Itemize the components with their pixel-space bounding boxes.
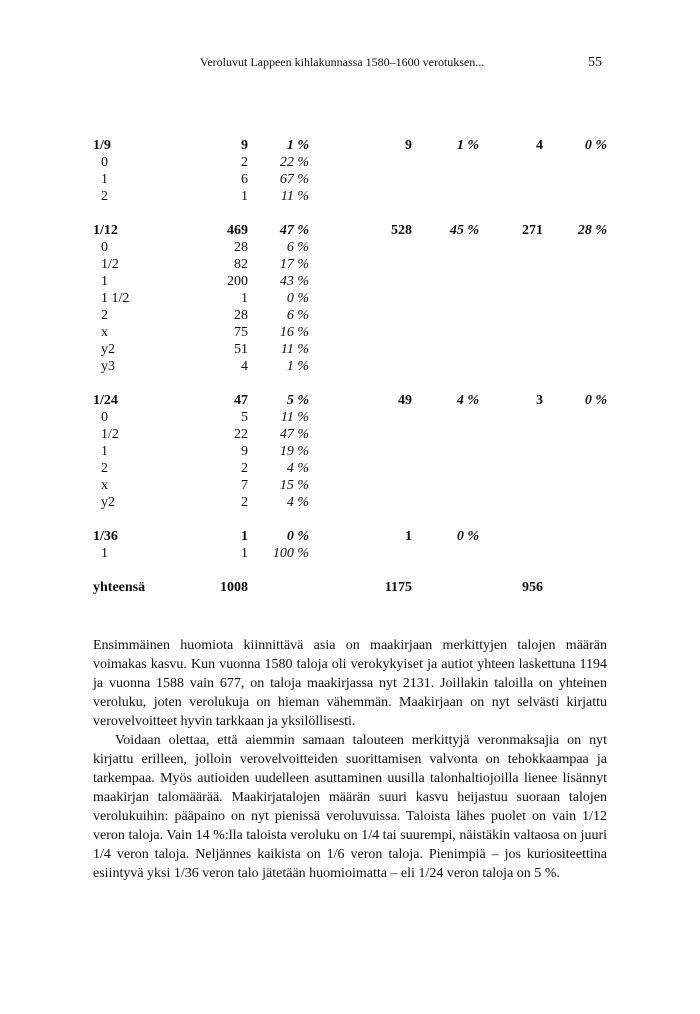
percent-cell: 1 % [456, 138, 479, 153]
row-label: 1 [101, 172, 108, 187]
row-label: 0 [101, 240, 108, 255]
percent-cell: 17 % [279, 257, 309, 272]
count-cell: 1175 [384, 580, 412, 595]
table-row [0, 460, 700, 477]
table-row [0, 307, 700, 324]
row-label: 1/24 [93, 393, 118, 408]
percent-cell: 47 % [279, 223, 309, 238]
percent-cell: 5 % [286, 393, 309, 408]
row-label: x [101, 478, 108, 493]
table-row [0, 426, 700, 443]
percent-cell: 45 % [449, 223, 479, 238]
count-cell: 1 [241, 529, 248, 544]
table-spacer [0, 375, 700, 392]
row-label: 1/2 [101, 427, 119, 442]
count-cell: 1 [241, 291, 248, 306]
row-label: yhteensä [93, 580, 146, 595]
count-cell: 9 [241, 444, 248, 459]
count-cell: 4 [241, 359, 248, 374]
table-row [0, 171, 700, 188]
percent-cell: 0 % [286, 291, 309, 306]
table-row [0, 392, 700, 409]
count-cell: 1 [405, 529, 412, 544]
count-cell: 3 [536, 393, 543, 408]
row-label: 1 1/2 [101, 291, 130, 306]
count-cell: 49 [398, 393, 412, 408]
row-label: x [101, 325, 108, 340]
table-row [0, 137, 700, 154]
count-cell: 4 [536, 138, 543, 153]
percent-cell: 28 % [577, 223, 607, 238]
count-cell: 528 [391, 223, 412, 238]
percent-cell: 15 % [279, 478, 309, 493]
table-row [0, 290, 700, 307]
count-cell: 82 [234, 257, 248, 272]
count-cell: 956 [522, 580, 543, 595]
running-head [0, 55, 700, 73]
body-text [93, 636, 607, 883]
count-cell: 7 [241, 478, 248, 493]
table-row [0, 528, 700, 545]
table-row [0, 324, 700, 341]
percent-cell: 47 % [279, 427, 309, 442]
percent-cell: 19 % [279, 444, 309, 459]
count-cell: 1008 [220, 580, 248, 595]
count-cell: 200 [227, 274, 248, 289]
table-spacer [0, 562, 700, 579]
row-label: 1/36 [93, 529, 118, 544]
row-label: 1/9 [93, 138, 111, 153]
percent-cell: 4 % [286, 495, 309, 510]
table-spacer [0, 511, 700, 528]
count-cell: 5 [241, 410, 248, 425]
percent-cell: 0 % [584, 393, 607, 408]
percent-cell: 6 % [286, 240, 309, 255]
table-row [0, 409, 700, 426]
paragraph: Ensimmäinen huomiota kiinnittävä asia on maakirjaan merkittyjen talojen määrän voimakas kasvu. Kun vuonna 1580 taloja oli verokykyiset ja autiot yhteen laskettuna 1194 ja vuonna 1588 vain 677, on taloja maakirjassa nyt 2131. Joillakin taloilla on yhteinen veroluku, joten verolukuja on hieman vähemmän. Maakirjaan on nyt selvästi kirjattu verovelvoitteet hyvin tarkkaan ja yksilöllisesti. [93, 638, 607, 729]
percent-cell: 16 % [279, 325, 309, 340]
table-row [0, 341, 700, 358]
percent-cell: 0 % [584, 138, 607, 153]
table-row [0, 443, 700, 460]
row-label: 2 [101, 308, 108, 323]
count-cell: 28 [234, 308, 248, 323]
count-cell: 75 [234, 325, 248, 340]
table-row [0, 579, 700, 596]
count-cell: 22 [234, 427, 248, 442]
count-cell: 2 [241, 495, 248, 510]
table-row [0, 154, 700, 171]
row-label: 1/2 [101, 257, 119, 272]
percent-cell: 1 % [286, 359, 309, 374]
percent-cell: 11 % [280, 189, 309, 204]
percent-cell: 4 % [456, 393, 479, 408]
percent-cell: 0 % [286, 529, 309, 544]
count-cell: 28 [234, 240, 248, 255]
percent-cell: 1 % [286, 138, 309, 153]
count-cell: 1 [241, 546, 248, 561]
row-label: y3 [101, 359, 115, 374]
table-row [0, 256, 700, 273]
paragraph: Voidaan olettaa, että aiemmin samaan talouteen merkittyjä veronmaksajia on nyt kirjattu erilleen, jolloin verovelvoitteiden suorittamisen valvonta on tehokkaampaa ja tarkempaa. Myös autioiden uudelleen asuttaminen uusilla talonhaltiojoilla lienee lisännyt maakirjan talomäärää. Maakirjatalojen määrän suuri kasvu heijastuu suoraan talojen verolukuihin: pääpaino on nyt pienissä veroluvuissa. Taloista lähes puolet on vain 1/12 veron taloja. Vain 14 %:lla taloista veroluku on 1/4 tai suurempi, näistäkin valtaosa on juuri 1/4 veron taloja. Neljännes kaikista on 1/6 veron taloja. Pienimpiä – jos kuriositeettina esiintyvä yksi 1/36 veron talo jätetään huomioimatta – eli 1/24 veron taloja on 5 %. [93, 733, 607, 881]
table-row [0, 222, 700, 239]
row-label: 0 [101, 410, 108, 425]
percent-cell: 67 % [279, 172, 309, 187]
table-row [0, 545, 700, 562]
running-title: Veroluvut Lappeen kihlakunnassa 1580–1600 verotuksen... [200, 55, 485, 69]
row-label: y2 [101, 342, 115, 357]
row-label: 1 [101, 444, 108, 459]
percent-cell: 11 % [280, 342, 309, 357]
percent-cell: 43 % [279, 274, 309, 289]
count-cell: 6 [241, 172, 248, 187]
count-cell: 47 [234, 393, 248, 408]
count-cell: 1 [241, 189, 248, 204]
percent-cell: 22 % [279, 155, 309, 170]
table-row [0, 477, 700, 494]
count-cell: 469 [227, 223, 248, 238]
count-cell: 271 [522, 223, 543, 238]
count-cell: 2 [241, 155, 248, 170]
row-label: 2 [101, 189, 108, 204]
percent-cell: 4 % [286, 461, 309, 476]
table-row [0, 494, 700, 511]
page-number: 55 [588, 55, 602, 70]
table-row [0, 358, 700, 375]
row-label: 0 [101, 155, 108, 170]
table-spacer [0, 205, 700, 222]
table-row [0, 273, 700, 290]
count-cell: 51 [234, 342, 248, 357]
percent-cell: 6 % [286, 308, 309, 323]
row-label: y2 [101, 495, 115, 510]
percent-cell: 100 % [272, 546, 309, 561]
tax-table [0, 137, 700, 596]
count-cell: 9 [241, 138, 248, 153]
table-row [0, 188, 700, 205]
percent-cell: 0 % [456, 529, 479, 544]
count-cell: 2 [241, 461, 248, 476]
row-label: 2 [101, 461, 108, 476]
row-label: 1/12 [93, 223, 118, 238]
table-row [0, 239, 700, 256]
percent-cell: 11 % [280, 410, 309, 425]
row-label: 1 [101, 274, 108, 289]
count-cell: 9 [405, 138, 412, 153]
row-label: 1 [101, 546, 108, 561]
